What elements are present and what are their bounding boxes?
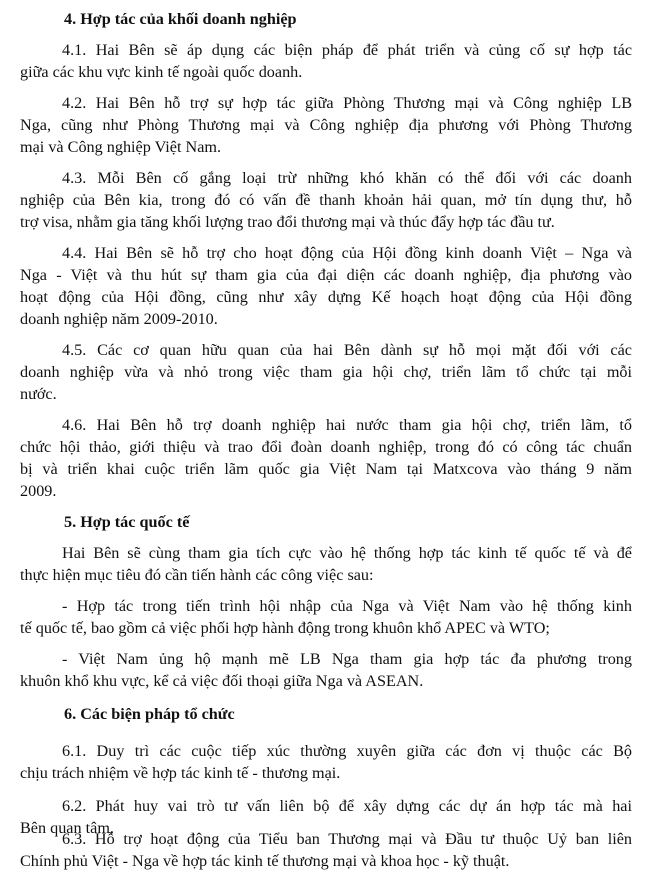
- text-line: chức hội thảo, giới thiệu và trao đổi đoàn doanh nghiệp, trong đó có công tác chuẩn: [20, 438, 632, 456]
- section-heading-6: 6. Các biện pháp tổ chức: [64, 705, 235, 723]
- text-line: thực hiện mục tiêu đó cần tiến hành các công việc sau:: [20, 566, 374, 584]
- text-line: 4.3. Mỗi Bên cố gắng loại trừ những khó khăn có thể đối với các doanh: [62, 169, 632, 187]
- text-line: Bên quan tâm.: [20, 819, 114, 837]
- text-line: 6.2. Phát huy vai trò tư vấn liên bộ để xây dựng các dự án hợp tác mà hai: [62, 797, 632, 815]
- text-line: 2009.: [20, 482, 57, 500]
- text-line: 4.4. Hai Bên sẽ hỗ trợ cho hoạt động của Hội đồng kinh doanh Việt – Nga và: [62, 244, 632, 262]
- text-line: doanh nghiệp năm 2009-2010.: [20, 310, 218, 328]
- section-heading-4: 4. Hợp tác của khối doanh nghiệp: [64, 10, 297, 28]
- text-line: hoạt động của Hội đồng, cũng như xây dựng Kế hoạch hoạt động của Hội đồng: [20, 288, 632, 306]
- text-line: giữa các khu vực kinh tế ngoài quốc doanh.: [20, 63, 303, 81]
- text-line: 4.6. Hai Bên hỗ trợ doanh nghiệp hai nước tham gia hội chợ, triển lãm, tổ: [62, 416, 632, 434]
- text-line: trợ visa, nhằm gia tăng khối lượng trao đổi thương mại và thúc đẩy hợp tác đầu tư.: [20, 213, 555, 231]
- text-line: nước.: [20, 385, 57, 403]
- text-line: Chính phủ Việt - Nga về hợp tác kinh tế thương mại và khoa học - kỹ thuật.: [20, 852, 510, 870]
- text-line: tế quốc tế, bao gồm cả việc phối hợp hành động trong khuôn khổ APEC và WTO;: [20, 619, 550, 637]
- section-heading-5: 5. Hợp tác quốc tế: [64, 513, 190, 531]
- text-line: mại và Công nghiệp Việt Nam.: [20, 138, 222, 156]
- text-line: Nga - Việt và thu hút sự tham gia của đại diện các doanh nghiệp, địa phương vào: [20, 266, 632, 284]
- text-line: 6.3. Hỗ trợ hoạt động của Tiểu ban Thương mại và Đầu tư thuộc Uỷ ban liên: [62, 830, 632, 848]
- text-line: khuôn khổ khu vực, kể cả việc đối thoại giữa Nga và ASEAN.: [20, 672, 424, 690]
- text-line: - Hợp tác trong tiến trình hội nhập của Nga và Việt Nam vào hệ thống kinh: [62, 597, 632, 615]
- text-line: nghiệp của Bên kia, trong đó có vấn đề thanh khoản hải quan, mở tín dụng thư, hỗ: [20, 191, 632, 209]
- text-line: 4.1. Hai Bên sẽ áp dụng các biện pháp để phát triển và củng cố sự hợp tác: [62, 41, 632, 59]
- text-line: 4.2. Hai Bên hỗ trợ sự hợp tác giữa Phòng Thương mại và Công nghiệp LB: [62, 94, 632, 112]
- text-line: doanh nghiệp vừa và nhỏ trong việc tham gia hội chợ, triển lãm tổ chức tại mỗi: [20, 363, 632, 381]
- text-line: chịu trách nhiệm về hợp tác kinh tế - thương mại.: [20, 764, 341, 782]
- text-line: Hai Bên sẽ cùng tham gia tích cực vào hệ thống hợp tác kinh tế quốc tế và để: [62, 544, 632, 562]
- text-line: 4.5. Các cơ quan hữu quan của hai Bên dành sự hỗ mọi mặt đối với các: [62, 341, 632, 359]
- text-line: 6.1. Duy trì các cuộc tiếp xúc thường xuyên giữa các đơn vị thuộc các Bộ: [62, 742, 632, 760]
- text-line: Nga, cũng như Phòng Thương mại và Công nghiệp địa phương với Phòng Thương: [20, 116, 632, 134]
- text-line: bị và triển khai cuộc triển lãm quốc gia Việt Nam tại Matxcova vào tháng 9 năm: [20, 460, 632, 478]
- text-line: - Việt Nam ủng hộ mạnh mẽ LB Nga tham gia hợp tác đa phương trong: [62, 650, 632, 668]
